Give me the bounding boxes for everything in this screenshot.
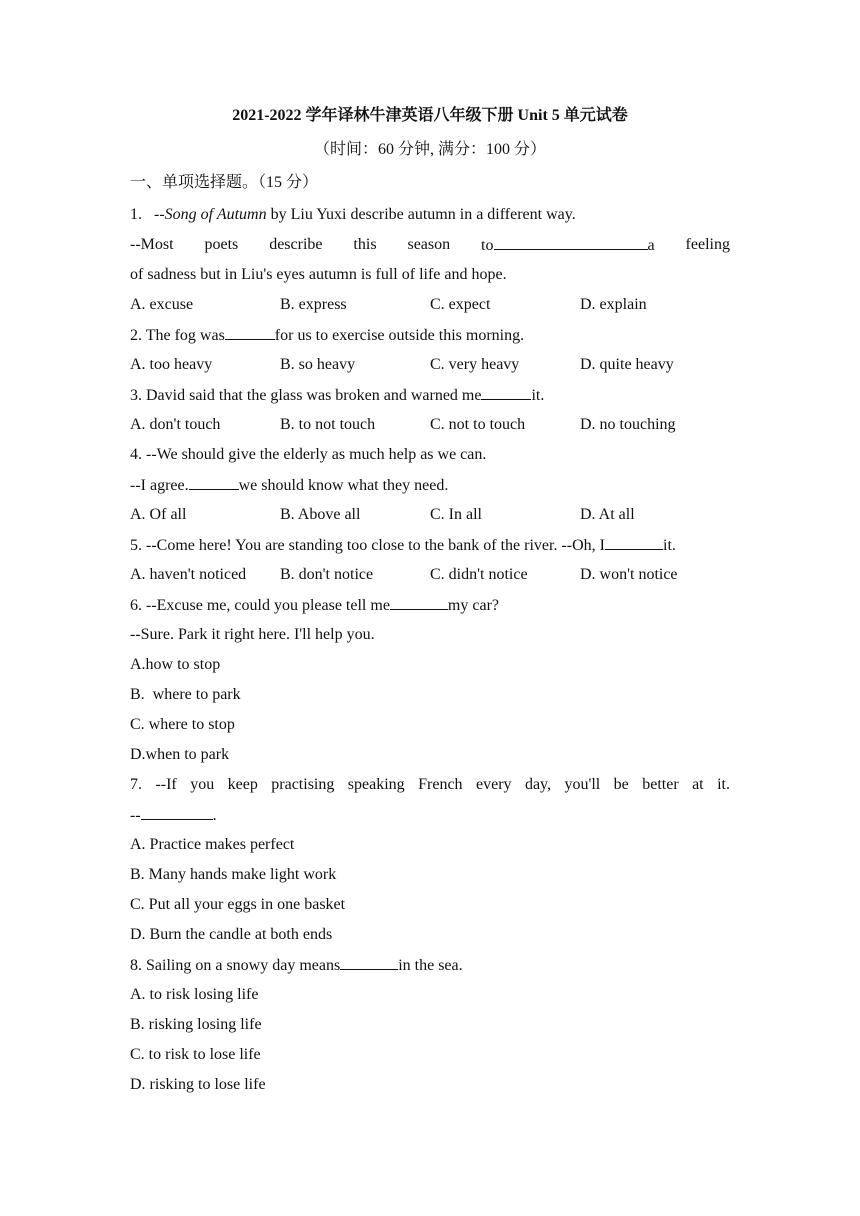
answer-blank [605,533,663,550]
answer-blank [189,473,239,490]
question-8-option-d: D. risking to lose life [130,1076,266,1093]
question-7-reply: -- . [130,803,730,833]
question-6-option-c: C. where to stop [130,716,235,733]
answer-blank [340,953,398,970]
question-4-reply: --I agree. we should know what they need. [130,473,730,503]
answer-blank [481,383,531,400]
option-b: B. express [280,296,347,313]
question-1-line-3: of sadness but in Liu's eyes autumn is full of life and hope. [130,266,507,283]
question-5-stem: 5. --Come here! You are standing too close to the bank of the river. --Oh, I it. [130,533,730,563]
option-b: B. Above all [280,506,361,523]
question-3-options [130,413,730,443]
question-1-options [130,293,730,323]
option-d: D. At all [580,506,635,523]
answer-blank [141,803,213,820]
question-6-stem: 6. --Excuse me, could you please tell me my car? [130,593,730,623]
option-c: C. very heavy [430,356,520,373]
option-b: B. so heavy [280,356,356,373]
question-8-stem: 8. Sailing on a snowy day means in the sea. [130,953,730,983]
exam-subtitle: （时间：60 分钟, 满分：100 分） [313,141,546,158]
option-d: D. won't notice [580,566,678,583]
question-7-option-a: A. Practice makes perfect [130,836,295,853]
question-7-option-b: B. Many hands make light work [130,866,337,883]
question-7-option-c: C. Put all your eggs in one basket [130,896,346,913]
option-b: B. to not touch [280,416,376,433]
option-a: A. excuse [130,296,194,313]
question-6-option-b: B. where to park [130,686,241,703]
question-1-line-1: 1. --Song of Autumn by Liu Yuxi describe autumn in a different way. [130,206,576,223]
option-a: A. too heavy [130,356,213,373]
question-6-option-a: A.how to stop [130,656,221,673]
answer-blank [225,323,275,340]
exam-title: 2021-2022 学年译林牛津英语八年级下册 Unit 5 单元试卷 [232,107,628,124]
option-a: A. haven't noticed [130,566,247,583]
option-c: C. expect [430,296,491,313]
option-d: D. explain [580,296,647,313]
question-1-line-2: --Most poets describe this season to a feeling [130,233,730,263]
question-5-options [130,563,730,593]
option-d: D. no touching [580,416,676,433]
section-heading: 一、单项选择题。（15 分） [130,174,319,191]
option-a: A. don't touch [130,416,221,433]
question-3-stem: 3. David said that the glass was broken and warned me it. [130,383,730,413]
question-7-option-d: D. Burn the candle at both ends [130,926,333,943]
song-title: Song of Autumn [164,206,267,223]
question-list [130,203,730,1103]
option-a: A. Of all [130,506,187,523]
question-4-stem: 4. --We should give the elderly as much help as we can. [130,446,487,463]
option-d: D. quite heavy [580,356,674,373]
option-b: B. don't notice [280,566,374,583]
question-6-option-d: D.when to park [130,746,230,763]
answer-blank [390,593,448,610]
question-6-reply: --Sure. Park it right here. I'll help you. [130,626,375,643]
question-8-option-c: C. to risk to lose life [130,1046,261,1063]
question-4-options [130,503,730,533]
option-c: C. not to touch [430,416,526,433]
question-2-stem: 2. The fog was for us to exercise outside this morning. [130,323,730,353]
question-8-option-b: B. risking losing life [130,1016,262,1033]
answer-blank [494,233,648,250]
option-c: C. In all [430,506,482,523]
question-7-stem: 7. --If you keep practising speaking French every day, you'll be better at it. [130,776,730,793]
question-8-option-a: A. to risk losing life [130,986,259,1003]
question-2-options [130,353,730,383]
option-c: C. didn't notice [430,566,528,583]
